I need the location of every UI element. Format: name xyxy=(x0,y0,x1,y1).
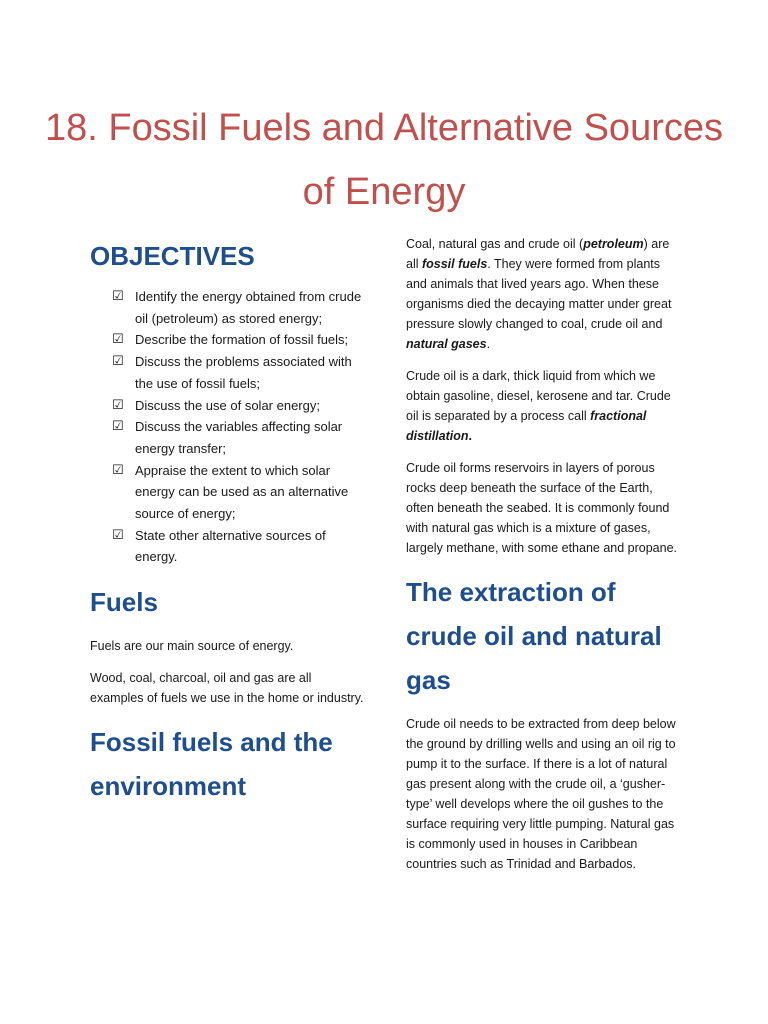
checkbox-checked-icon: ☑ xyxy=(112,332,124,348)
list-item: ☑ Discuss the use of solar energy; xyxy=(90,395,365,417)
list-item: ☑ Identify the energy obtained from crude oil (petroleum) as stored energy; xyxy=(90,286,365,329)
list-item: ☑ Discuss the problems associated with the use of fossil fuels; xyxy=(90,351,365,394)
checkbox-checked-icon: ☑ xyxy=(112,397,124,413)
checkbox-checked-icon: ☑ xyxy=(112,462,124,478)
fuels-paragraph-2: Wood, coal, charcoal, oil and gas are all examples of fuels we use in the home or industry. xyxy=(90,671,364,706)
objectives-list xyxy=(90,286,365,568)
list-item: ☑ Appraise the extent to which solar energy can be used as an alternative source of energy; xyxy=(90,460,365,525)
objectives-heading: OBJECTIVES xyxy=(90,241,255,271)
fossil-fuels-environment-heading: Fossil fuels and the environment xyxy=(90,727,333,802)
extraction-heading: The extraction of crude oil and natural gas xyxy=(406,577,662,695)
fuels-paragraph-1: Fuels are our main source of energy. xyxy=(90,639,294,654)
reservoirs-paragraph: Crude oil forms reservoirs in layers of porous rocks deep beneath the surface of the Earth, often beneath the seabed. It is commonly found with natural gas which is a mixture of gases, largely methane, with some ethane and propane. xyxy=(406,461,678,555)
checkbox-checked-icon: ☑ xyxy=(112,354,124,370)
right-column xyxy=(406,234,681,874)
list-item: ☑ State other alternative sources of energy. xyxy=(90,525,365,568)
list-item: ☑ Discuss the variables affecting solar energy transfer; xyxy=(90,416,365,459)
crude-oil-paragraph: Crude oil is a dark, thick liquid from which we obtain gasoline, diesel, kerosene and tar. Crude oil is separated by a process call fractional distillation. xyxy=(406,369,671,443)
page-title: 18. Fossil Fuels and Alternative Sources of Energy xyxy=(44,107,723,213)
fossil-fuels-paragraph: Coal, natural gas and crude oil (petroleum) are all fossil fuels. They were formed from plants and animals that lived years ago. When these organisms died the decaying matter under great pressure slowly changed to coal, crude oil and natural gases. xyxy=(406,237,672,351)
checkbox-checked-icon: ☑ xyxy=(112,289,124,304)
list-item: ☑ Describe the formation of fossil fuels; xyxy=(90,329,365,351)
checkbox-checked-icon: ☑ xyxy=(112,419,124,435)
left-column xyxy=(90,234,365,808)
extraction-paragraph: Crude oil needs to be extracted from deep below the ground by drilling wells and using an oil rig to pump it to the surface. If there is a lot of natural gas present along with the crude oil, a ‘gusher-type’ well develops where the oil gushes to the surface requiring very little pumping. Natural gas is commonly used in houses in Caribbean countries such as Trinidad and Barbados. xyxy=(406,717,676,871)
fuels-heading: Fuels xyxy=(90,587,158,618)
checkbox-checked-icon: ☑ xyxy=(112,527,124,543)
